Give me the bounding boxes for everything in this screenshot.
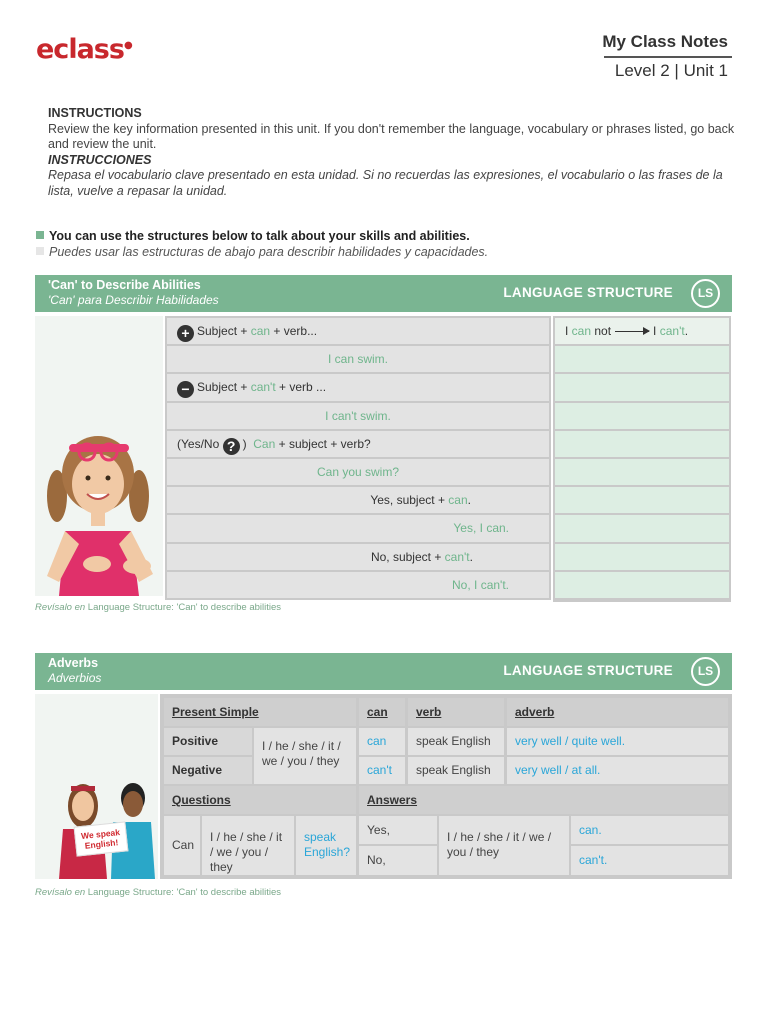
question-mark-icon: ? [223,438,240,455]
intro-en: You can use the structures below to talk about your skills and abilities. [49,229,470,243]
empty-row [555,459,729,485]
header-questions: Questions [164,786,356,814]
girls-photo [35,694,158,879]
header-can: can [359,698,405,726]
instrucciones-body: Repasa el vocabulario clave presentado en esta unidad. Si no recuerdas las expresiones, el vocabulario o las frases de la lista, vuelve a repasar la unidad. [48,168,723,198]
adverbs-table [160,694,732,879]
section-title-es: 'Can' para Describir Habilidades [48,293,219,307]
header-verb: verb [408,698,504,726]
negative-can: can't [359,757,405,784]
instructions-block [48,106,736,199]
question-can: Can [164,816,200,875]
intro-es: Puedes usar las estructuras de abajo para describir habilidades y capacidades. [49,245,489,259]
answer-no: No, [359,846,437,875]
negative-verb: speak English [408,757,504,784]
contraction-row: I can not I can't. [555,318,729,344]
instructions-heading: INSTRUCTIONS [48,106,142,120]
instructions-body: Review the key information presented in this unit. If you don't remember the language, vocabulary or phrases listed, go back and review the unit. [48,121,735,151]
plus-icon: + [177,325,194,342]
question-verb: speak English? [296,816,356,875]
section-bar-can [35,275,732,312]
ls-badge-icon: LS [691,657,720,686]
positive-structure-row: + Subject + can + verb... [167,318,549,344]
empty-row [555,374,729,400]
answer-cant: can't. [571,846,728,875]
review-note-2: Revísalo en Language Structure: 'Can' to describe abilities [35,887,282,898]
language-structure-tag: LANGUAGE STRUCTURE [503,663,673,678]
yes-example-row: Yes, I can. [167,515,549,541]
no-example-row: No, I can't. [167,572,549,598]
negative-structure-row: − Subject + can't + verb ... [167,374,549,400]
positive-can: can [359,728,405,755]
empty-row [555,487,729,513]
instrucciones-heading: INSTRUCCIONES [48,152,152,167]
positive-verb: speak English [408,728,504,755]
language-structure-tag: LANGUAGE STRUCTURE [503,285,673,300]
section-bar-adverbs [35,653,732,690]
question-pronouns: I / he / she / it / we / you / they [202,816,294,875]
header-answers: Answers [359,786,728,814]
bullet-square-icon [36,231,44,239]
negative-label: Negative [164,757,252,784]
contraction-table [553,316,731,602]
minus-icon: − [177,381,194,398]
empty-row [555,544,729,570]
empty-row [555,346,729,372]
review-note-1: Revísalo en Language Structure: 'Can' to describe abilities [35,602,282,613]
positive-label: Positive [164,728,252,755]
negative-adverb: very well / at all. [507,757,728,784]
eclass-logo: eclass● [36,34,132,65]
title-underline [604,56,732,58]
question-example-row: Can you swim? [167,459,549,485]
yes-structure-row: Yes, subject + can. [167,487,549,513]
page-title: My Class Notes [602,32,728,51]
ls-badge-icon: LS [691,279,720,308]
negative-example-row: I can't swim. [167,403,549,429]
positive-example-row: I can swim. [167,346,549,372]
empty-row [555,403,729,429]
empty-row [555,431,729,457]
no-structure-row: No, subject + can't. [167,544,549,570]
arrow-right-icon [615,331,649,333]
positive-adverb: very well / quite well. [507,728,728,755]
empty-row [555,572,729,598]
header-adverb: adverb [507,698,728,726]
answer-can: can. [571,816,728,844]
question-structure-row: (Yes/No ? ) Can + subject + verb? [167,431,549,457]
intro-text [36,228,488,260]
girl-photo [35,316,163,596]
we-speak-english-sign: We speak English! [74,821,129,856]
level-unit: Level 2 | Unit 1 [614,61,728,80]
bullet-square-icon [36,247,44,255]
section-title-es: Adverbios [48,671,102,685]
answer-pronouns: I / he / she / it / we / you / they [439,816,569,875]
answer-yes: Yes, [359,816,437,844]
can-structure-table [165,316,551,600]
header-present-simple: Present Simple [164,698,356,726]
section-title-en: Adverbs [48,656,99,670]
section-title-en: 'Can' to Describe Abilities [48,278,201,292]
empty-row [555,515,729,541]
pronouns-cell: I / he / she / it / we / you / they [254,728,356,784]
